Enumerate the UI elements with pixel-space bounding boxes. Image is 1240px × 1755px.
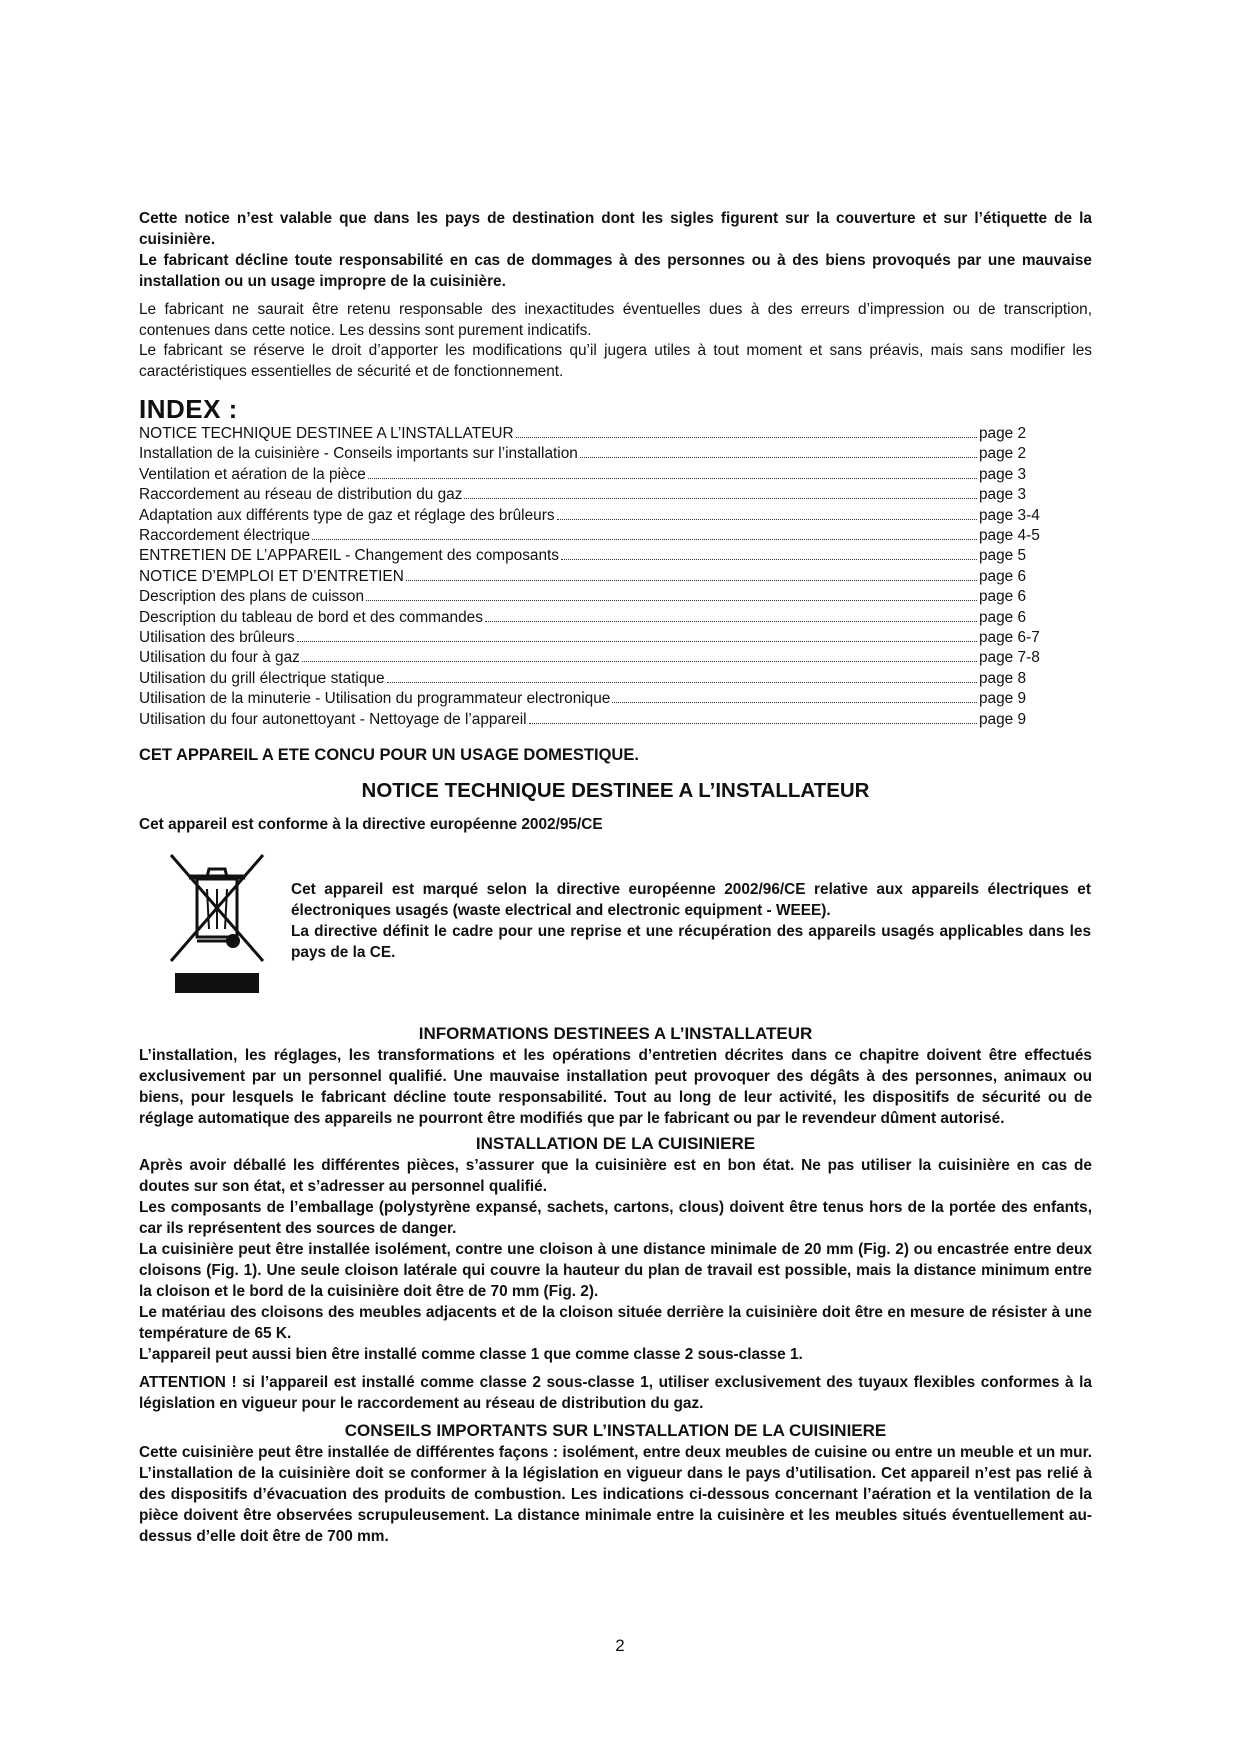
index-entry-leader bbox=[297, 641, 977, 642]
weee-block bbox=[139, 851, 1092, 1001]
section-paragraph: L’appareil peut aussi bien être installé comme classe 1 que comme classe 2 sous-classe 1. bbox=[139, 1346, 803, 1364]
index-entry-page: page 6 bbox=[979, 588, 1027, 606]
index-entry-label: Adaptation aux différents type de gaz et réglage des brûleurs bbox=[139, 506, 555, 524]
section-paragraph: Après avoir déballé les différentes pièces, s’assurer que la cuisinière est en bon état. Ne pas utiliser la cuisinière en cas de doutes sur son état, et s’adresser au personnel qualifié. bbox=[139, 1157, 1092, 1196]
weee-text bbox=[291, 879, 1091, 1001]
index-entry-label: Ventilation et aération de la pièce bbox=[139, 465, 366, 483]
modifications-notice: Le fabricant se réserve le droit d’apporter les modifications qu’il jugera utiles à tout moment et sans préavis, mais sans modifier les caractéristiques essentielles de sécurité et de fonctionnement. bbox=[139, 342, 1092, 380]
index-entry-leader bbox=[557, 519, 977, 520]
weee-directive-text: Cet appareil est marqué selon la directive européenne 2002/96/CE relative aux appareils électriques et électroniques usagés (waste electrical and electronic equipment - WEEE). bbox=[291, 881, 1091, 920]
weee-framework-text: La directive définit le cadre pour une reprise et une récupération des appareils usagés applicables dans les pays de la CE. bbox=[291, 923, 1091, 962]
index-entry-page: page 5 bbox=[979, 547, 1027, 565]
index-entry-page: page 9 bbox=[979, 710, 1027, 728]
domestic-use-notice: CET APPAREIL A ETE CONCU POUR UN USAGE DOMESTIQUE. bbox=[139, 746, 639, 765]
index-entry-leader bbox=[561, 559, 977, 560]
index-entry-leader bbox=[302, 661, 977, 662]
index-entry-page: page 6-7 bbox=[979, 629, 1040, 647]
index-entry-page: page 6 bbox=[979, 608, 1027, 626]
index-entry-label: Utilisation du four autonettoyant - Nettoyage de l’appareil bbox=[139, 710, 527, 728]
section-heading: CONSEILS IMPORTANTS SUR L’INSTALLATION DE LA CUISINIERE bbox=[344, 1421, 887, 1441]
index-entry-label: Utilisation des brûleurs bbox=[139, 629, 295, 647]
index-entry-leader bbox=[516, 437, 977, 438]
index-entry bbox=[139, 546, 1049, 566]
index-entry-page: page 4-5 bbox=[979, 527, 1040, 545]
index-entry-page: page 9 bbox=[979, 690, 1027, 708]
index-entry bbox=[139, 608, 1049, 628]
index-entry bbox=[139, 465, 1049, 485]
index-entry-label: NOTICE D’EMPLOI ET D’ENTRETIEN bbox=[139, 567, 404, 585]
index-entry-label: Utilisation du grill électrique statique bbox=[139, 669, 385, 687]
index-entry bbox=[139, 444, 1049, 464]
destination-notice: Cette notice n’est valable que dans les pays de destination dont les sigles figurent sur la couverture et sur l’étiquette de la cuisinière. bbox=[139, 210, 1092, 248]
index-entry bbox=[139, 424, 1049, 444]
section-paragraph: Cette cuisinière peut être installée de différentes façons : isolément, entre deux meubles de cuisine ou entre un meuble et un mur. L’installation de la cuisinière doit se conformer à la législation en vigueur dans le pays d’utilisation. Cet appareil n’est pas relié à des dispositifs d’évacuation des produits de combustion. Les indications ci-dessous concernant l’aération et la ventilation de la pièce doivent être observées scrupuleusement. La distance minimale entre la cuisinère et les meubles situés éventuellement au-dessus d’elle doit être de 700 mm. bbox=[139, 1444, 1092, 1546]
section-installation bbox=[139, 1133, 1092, 1414]
index-entry-label: Raccordement électrique bbox=[139, 527, 311, 545]
conformity-statement: Cet appareil est conforme à la directive européenne 2002/95/CE bbox=[139, 816, 603, 834]
index-entry-page: page 3-4 bbox=[979, 506, 1040, 524]
index-entry-page: page 3 bbox=[979, 465, 1027, 483]
section-paragraph: Les composants de l’emballage (polystyrène expansé, sachets, cartons, clous) doivent être tenus hors de la portée des enfants, car ils représentent des sources de danger. bbox=[139, 1199, 1092, 1238]
index-entry bbox=[139, 567, 1049, 587]
weee-black-bar bbox=[175, 973, 259, 993]
section-heading: INFORMATIONS DESTINEES A L’INSTALLATEUR bbox=[418, 1024, 813, 1044]
section-installer-info bbox=[139, 1023, 1092, 1129]
index-entry-label: Utilisation de la minuterie - Utilisation du programmateur electronique bbox=[139, 690, 611, 708]
section-paragraph: Le matériau des cloisons des meubles adjacents et de la cloison située derrière la cuisinière doit être en mesure de résister à une température de 65 K. bbox=[139, 1304, 1092, 1343]
index-entry bbox=[139, 710, 1049, 730]
index-entry-page: page 2 bbox=[979, 425, 1027, 442]
printing-errors-notice: Le fabricant ne saurait être retenu responsable des inexactitudes éventuelles dues à des erreurs d’impression ou de transcription, contenues dans cette notice. Les dessins sont purement indicatifs. bbox=[139, 301, 1092, 339]
main-heading: NOTICE TECHNIQUE DESTINEE A L’INSTALLATEUR bbox=[361, 779, 870, 803]
index-entry bbox=[139, 648, 1049, 668]
index-entry-label: Utilisation du four à gaz bbox=[139, 649, 300, 667]
index-entry-page: page 7-8 bbox=[979, 649, 1040, 667]
index-entry-label: Raccordement au réseau de distribution du gaz bbox=[139, 486, 463, 504]
index-entry-leader bbox=[464, 498, 977, 499]
index-entry-leader bbox=[485, 621, 977, 622]
index-entry-leader bbox=[580, 457, 977, 458]
section-paragraph: La cuisinière peut être installée isolément, contre une cloison à une distance minimale de 20 mm (Fig. 2) ou encastrée entre deux cloisons (Fig. 1). Une seule cloison latérale qui couvre la hauteur du plan de travail est possible, mais la distance minimum entre la cloison et le bord de la cuisinière doit être de 70 mm (Fig. 2). bbox=[139, 1241, 1092, 1301]
section-paragraph: L’installation, les réglages, les transformations et les opérations d’entretien décrites dans ce chapitre doivent être effectués exclusivement par un personnel qualifié. Une mauvaise installation peut provoquer des dégâts à des personnes, animaux ou biens, pour lesquels le fabricant décline toute responsabilité. Tout au long de leur activité, les dispositifs de sécurité ou de réglage automatique des appareils ne pourront être modifiés que par le fabricant ou par le revendeur dûment autorisé. bbox=[139, 1047, 1092, 1128]
attention-notice: ATTENTION ! si l’appareil est installé comme classe 2 sous-classe 1, utiliser exclusivement des tuyaux flexibles conformes à la législation en vigueur pour le raccordement au réseau de distribution du gaz. bbox=[139, 1374, 1092, 1413]
index-entry-label: Description des plans de cuisson bbox=[139, 588, 364, 606]
index-entry-label: Installation de la cuisinière - Conseils importants sur l’installation bbox=[139, 445, 578, 463]
index-entry bbox=[139, 526, 1049, 546]
intro-regular-block bbox=[139, 300, 1092, 382]
index-entry bbox=[139, 506, 1049, 526]
index-entry-label: NOTICE TECHNIQUE DESTINEE A L’INSTALLATEUR bbox=[139, 425, 514, 442]
index-entry-leader bbox=[529, 723, 977, 724]
index-entry-page: page 8 bbox=[979, 669, 1027, 687]
crossed-bin-icon bbox=[167, 851, 277, 1001]
index-entry-leader bbox=[387, 682, 977, 683]
index-entry-label: ENTRETIEN DE L’APPAREIL - Changement des composants bbox=[139, 547, 559, 565]
index-entry-leader bbox=[366, 600, 977, 601]
index-entry-page: page 6 bbox=[979, 567, 1027, 585]
index-entry-label: Description du tableau de bord et des commandes bbox=[139, 608, 483, 626]
intro-bold-block bbox=[139, 208, 1092, 292]
index-entry-leader bbox=[612, 702, 977, 703]
index-list bbox=[139, 424, 1049, 730]
section-important-advice bbox=[139, 1420, 1092, 1547]
document-page bbox=[139, 208, 1092, 1547]
index-entry bbox=[139, 485, 1049, 505]
index-entry-leader bbox=[368, 478, 977, 479]
page-number: 2 bbox=[615, 1636, 625, 1655]
index-entry bbox=[139, 628, 1049, 648]
index-entry-leader bbox=[406, 580, 977, 581]
index-entry bbox=[139, 587, 1049, 607]
index-entry bbox=[139, 669, 1049, 689]
index-entry-page: page 2 bbox=[979, 445, 1027, 463]
index-title: INDEX : bbox=[139, 394, 238, 424]
liability-notice: Le fabricant décline toute responsabilité en cas de dommages à des personnes ou à des biens provoqués par une mauvaise installation ou un usage impropre de la cuisinière. bbox=[139, 252, 1092, 290]
section-heading: INSTALLATION DE LA CUISINIERE bbox=[475, 1134, 756, 1154]
index-entry-page: page 3 bbox=[979, 486, 1027, 504]
index-entry bbox=[139, 689, 1049, 709]
index-entry-leader bbox=[312, 539, 977, 540]
